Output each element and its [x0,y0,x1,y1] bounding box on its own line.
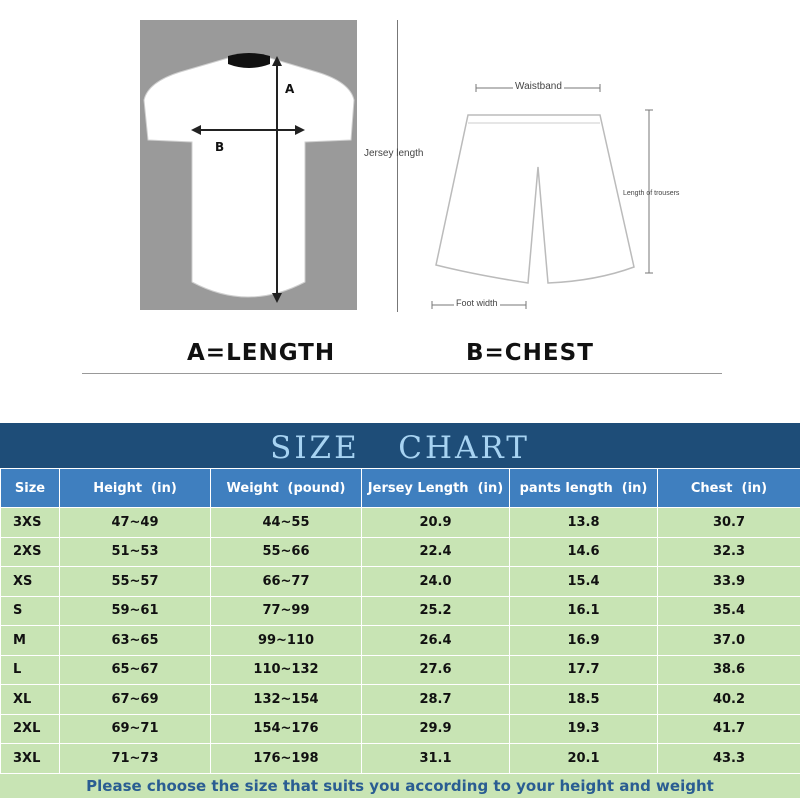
shirt-collar [228,53,270,68]
weight-cell: 154~176 [211,714,362,744]
divider [82,373,722,374]
pants-length-cell: 14.6 [510,537,658,567]
table-row [1,596,800,626]
jersey-length-cell: 26.4 [362,626,510,656]
jersey-length-cell: 25.2 [362,596,510,626]
size-cell: 2XS [1,537,60,567]
chest-cell: 41.7 [658,714,800,744]
foot-width-label: Foot width [456,298,498,308]
height-cell: 51~53 [60,537,211,567]
height-cell: 71~73 [60,744,211,774]
table-row [1,508,800,538]
chest-cell: 35.4 [658,596,800,626]
chest-cell: 30.7 [658,508,800,538]
column-header: Height (in) [60,469,211,508]
table-header-row [1,469,800,508]
pants-length-cell: 17.7 [510,655,658,685]
column-header: pants length (in) [510,469,658,508]
jersey-length-cell: 20.9 [362,508,510,538]
column-header: Size [1,469,60,508]
pants-length-cell: 13.8 [510,508,658,538]
chest-cell: 40.2 [658,685,800,715]
shirt-illustration [140,20,357,310]
table-row [1,655,800,685]
shirt-diagram [140,20,357,310]
table-row [1,537,800,567]
size-cell: 2XL [1,714,60,744]
table-row [1,685,800,715]
weight-cell: 132~154 [211,685,362,715]
pants-length-cell: 20.1 [510,744,658,774]
pants-length-cell: 18.5 [510,685,658,715]
size-cell: 3XS [1,508,60,538]
size-table [0,468,800,774]
waistband-label: Waistband [515,81,562,92]
table-row [1,744,800,774]
column-header: Chest (in) [658,469,800,508]
chest-cell: 37.0 [658,626,800,656]
height-cell: 47~49 [60,508,211,538]
label-a: A [285,82,295,96]
jersey-length-cell: 31.1 [362,744,510,774]
weight-cell: 99~110 [211,626,362,656]
size-cell: L [1,655,60,685]
caption-chest: B=CHEST [466,340,594,366]
size-cell: XS [1,567,60,597]
height-cell: 69~71 [60,714,211,744]
pants-length-cell: 15.4 [510,567,658,597]
size-chart-title: SIZE CHART [270,430,530,466]
jersey-length-cell: 22.4 [362,537,510,567]
size-cell: 3XL [1,744,60,774]
chest-cell: 43.3 [658,744,800,774]
pants-length-cell: 16.1 [510,596,658,626]
weight-cell: 77~99 [211,596,362,626]
jersey-length-cell: 27.6 [362,655,510,685]
weight-cell: 66~77 [211,567,362,597]
height-cell: 63~65 [60,626,211,656]
size-advice-note: Please choose the size that suits you according to your height and weight [0,774,800,798]
column-header: Jersey Length (in) [362,469,510,508]
jersey-length-cell: 29.9 [362,714,510,744]
column-header: Weight (pound) [211,469,362,508]
height-cell: 65~67 [60,655,211,685]
weight-cell: 44~55 [211,508,362,538]
chest-cell: 32.3 [658,537,800,567]
size-cell: S [1,596,60,626]
table-row [1,714,800,744]
label-b: B [215,140,225,154]
weight-cell: 176~198 [211,744,362,774]
pants-length-cell: 19.3 [510,714,658,744]
chest-cell: 38.6 [658,655,800,685]
length-arrow-bottom [272,293,282,303]
size-chart-header [0,423,800,468]
chest-cell: 33.9 [658,567,800,597]
height-cell: 59~61 [60,596,211,626]
table-row [1,626,800,656]
weight-cell: 110~132 [211,655,362,685]
shirt-body [144,58,354,297]
table-row [1,567,800,597]
caption-length: A=LENGTH [187,340,336,366]
jersey-length-line [397,20,398,312]
shorts-body [436,115,634,283]
size-cell: M [1,626,60,656]
jersey-length-label: Jersey length [364,148,424,159]
shorts-diagram [420,75,690,315]
height-cell: 55~57 [60,567,211,597]
size-cell: XL [1,685,60,715]
pants-length-cell: 16.9 [510,626,658,656]
jersey-length-cell: 24.0 [362,567,510,597]
height-cell: 67~69 [60,685,211,715]
weight-cell: 55~66 [211,537,362,567]
trousers-length-label: Length of trousers [623,190,680,197]
jersey-length-cell: 28.7 [362,685,510,715]
